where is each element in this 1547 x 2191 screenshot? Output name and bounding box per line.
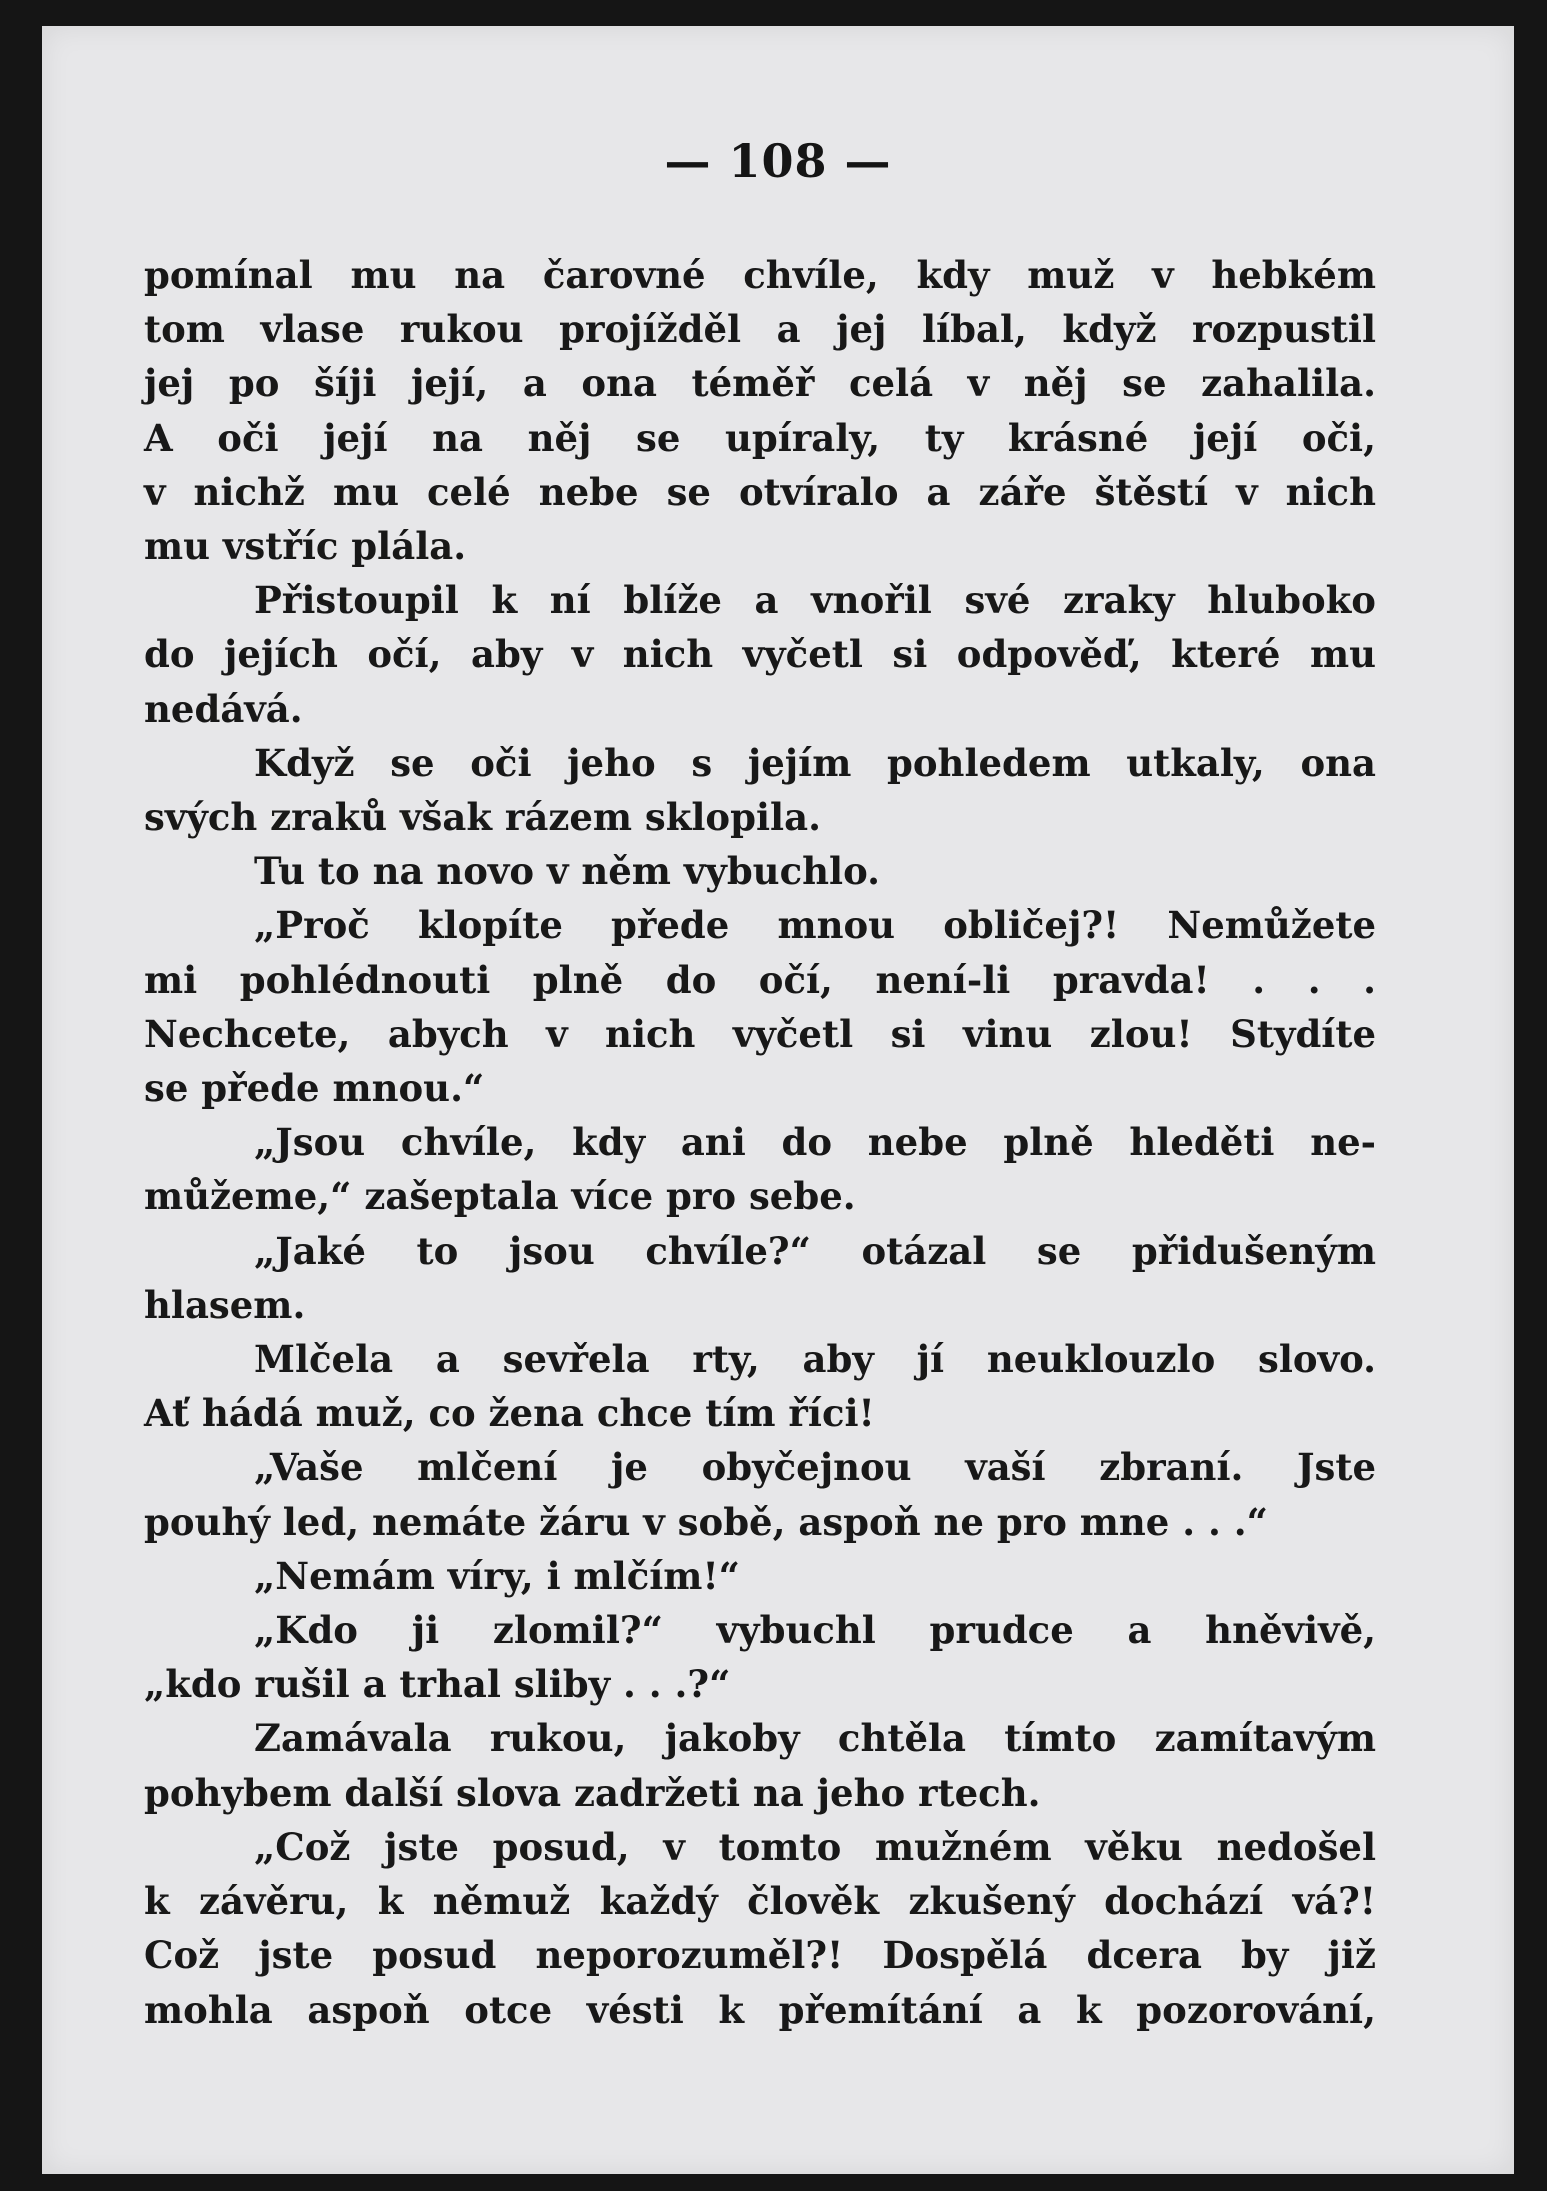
text-line: mu vstříc plála.: [144, 524, 467, 569]
text-line: Zamávala rukou, jakoby chtěla tímto zamítavým: [254, 1716, 1376, 1761]
text-line: k závěru, k němuž každý člověk zkušený dochází vá?!: [144, 1879, 1376, 1924]
text-line: „Jsou chvíle, kdy ani do nebe plně hleděti ne-: [254, 1120, 1376, 1165]
text-line: Když se oči jeho s jejím pohledem utkaly, ona: [254, 740, 1376, 785]
text-line: „Vaše mlčení je obyčejnou vaší zbraní. Jste: [254, 1445, 1376, 1490]
text-line: nedává.: [144, 686, 303, 731]
text-line: Ať hádá muž, co žena chce tím říci!: [144, 1391, 875, 1436]
text-line: pomínal mu na čarovné chvíle, kdy muž v hebkém: [144, 253, 1376, 297]
text-line: mohla aspoň otce vésti k přemítání a k pozorování,: [144, 1987, 1376, 2032]
text-line: A oči její na něj se upíraly, ty krásné její oči,: [144, 415, 1376, 460]
text-line: tom vlase rukou projížděl a jej líbal, když rozpustil: [144, 307, 1376, 352]
text-line: Což jste posud neporozuměl?! Dospělá dcera by již: [144, 1933, 1376, 1978]
text-line: „Nemám víry, i mlčím!“: [254, 1553, 740, 1598]
text-line: hlasem.: [144, 1282, 306, 1327]
text-line: „Kdo ji zlomil?“ vybuchl prudce a hněvivě,: [254, 1608, 1376, 1653]
text-line: do jejích očí, aby v nich vyčetl si odpověď, které mu: [144, 632, 1376, 677]
text-line: Přistoupil k ní blíže a vnořil své zraky hluboko: [254, 578, 1376, 623]
text-line: „Což jste posud, v tomto mužném věku nedošel: [254, 1824, 1376, 1869]
text-line: pohybem další slova zadržeti na jeho rtech.: [144, 1770, 1041, 1815]
text-line: Mlčela a sevřela rty, aby jí neuklouzlo slovo.: [254, 1337, 1376, 1382]
page-number: — 108 —: [664, 134, 892, 188]
text-line: Tu to na novo v něm vybuchlo.: [254, 849, 880, 894]
text-line: „kdo rušil a trhal sliby . . .?“: [144, 1662, 731, 1707]
text-line: jej po šíji její, a ona téměř celá v něj se zahalila.: [144, 361, 1376, 406]
body-text: [144, 248, 1376, 2037]
text-line: „Proč klopíte přede mnou obličej?! Nemůžete: [254, 903, 1376, 948]
text-line: v nichž mu celé nebe se otvíralo a záře štěstí v nich: [144, 469, 1376, 514]
text-line: Nechcete, abych v nich vyčetl si vinu zlou! Stydíte: [144, 1011, 1376, 1056]
text-line: svých zraků však rázem sklopila.: [144, 795, 821, 840]
text-line: se přede mnou.“: [144, 1066, 485, 1111]
text-line: mi pohlédnouti plně do očí, není-li pravda! . . .: [144, 957, 1376, 1002]
book-page: [42, 26, 1514, 2174]
text-line: „Jaké to jsou chvíle?“ otázal se přidušeným: [254, 1228, 1376, 1273]
text-line: můžeme,“ zašeptala více pro sebe.: [144, 1174, 856, 1219]
text-line: pouhý led, nemáte žáru v sobě, aspoň ne pro mne . . .“: [144, 1499, 1268, 1544]
